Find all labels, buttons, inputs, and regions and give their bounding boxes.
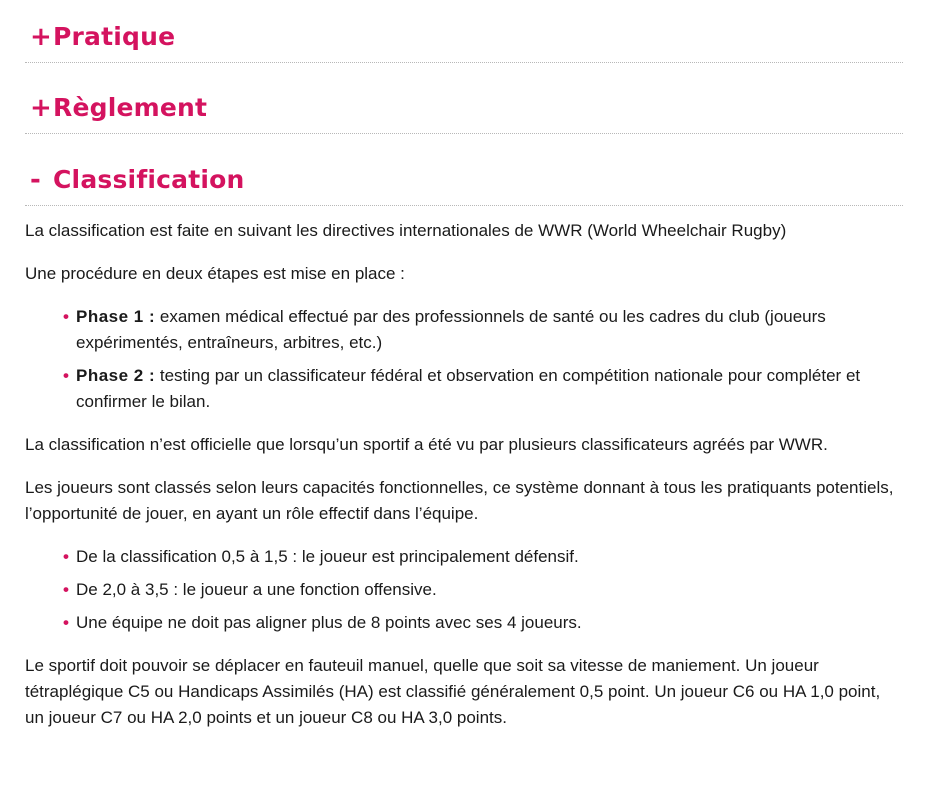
expand-icon: +: [30, 93, 52, 123]
bullet-icon: •: [63, 307, 69, 326]
accordion-header-reglement[interactable]: [25, 93, 903, 123]
accordion-header-pratique[interactable]: [25, 22, 903, 52]
bullet-icon: •: [63, 366, 69, 385]
bullet-icon: •: [63, 547, 69, 566]
capacities-paragraph: Les joueurs sont classés selon leurs capacités fonctionnelles, ce système donnant à tous les pratiquants potentiels, l’opportunité de jouer, en ayant un rôle effectif dans l’équipe.: [25, 478, 894, 523]
procedure-paragraph: Une procédure en deux étapes est mise en place :: [25, 264, 405, 283]
expand-icon: +: [30, 22, 52, 52]
accordion-title-pratique: Pratique: [53, 22, 176, 51]
class-text: De la classification 0,5 à 1,5 : le joueur est principalement défensif.: [76, 547, 579, 566]
list-item: [63, 577, 903, 603]
classification-content: [25, 218, 903, 748]
closing-paragraph: Le sportif doit pouvoir se déplacer en fauteuil manuel, quelle que soit sa vitesse de maniement. Un joueur tétraplégique C5 ou Handicaps Assimilés (HA) est classifié généralement 0,5 point. Un joueur C6 ou HA 1,0 point, un joueur C7 ou HA 2,0 points et un joueur C8 ou HA 3,0 points.: [25, 656, 881, 727]
list-item: [63, 610, 903, 636]
phase-label: Phase 1 :: [76, 307, 156, 326]
divider: [25, 205, 903, 206]
collapse-icon: -: [30, 165, 41, 195]
bullet-icon: •: [63, 613, 69, 632]
phase-label: Phase 2 :: [76, 366, 156, 385]
phase-text: examen médical effectué par des professionnels de santé ou les cadres du club (joueurs expérimentés, entraîneurs, arbitres, etc.): [76, 307, 826, 352]
official-paragraph: La classification n’est officielle que lorsqu’un sportif a été vu par plusieurs classificateurs agréés par WWR.: [25, 435, 828, 454]
phase-list: [25, 304, 903, 415]
list-item: [63, 544, 903, 570]
divider: [25, 62, 903, 63]
class-text: De 2,0 à 3,5 : le joueur a une fonction offensive.: [76, 580, 437, 599]
classes-list: [25, 544, 903, 636]
accordion-header-classification[interactable]: [25, 165, 903, 195]
accordion-title-reglement: Règlement: [53, 93, 208, 122]
phase-text: testing par un classificateur fédéral et observation en compétition nationale pour compléter et confirmer le bilan.: [76, 366, 861, 411]
class-text: Une équipe ne doit pas aligner plus de 8 points avec ses 4 joueurs.: [76, 613, 582, 632]
intro-paragraph: La classification est faite en suivant les directives internationales de WWR (World Wheelchair Rugby): [25, 221, 787, 240]
list-item: [63, 304, 903, 356]
divider: [25, 133, 903, 134]
bullet-icon: •: [63, 580, 69, 599]
accordion-title-classification: Classification: [53, 165, 245, 194]
list-item: [63, 363, 903, 415]
